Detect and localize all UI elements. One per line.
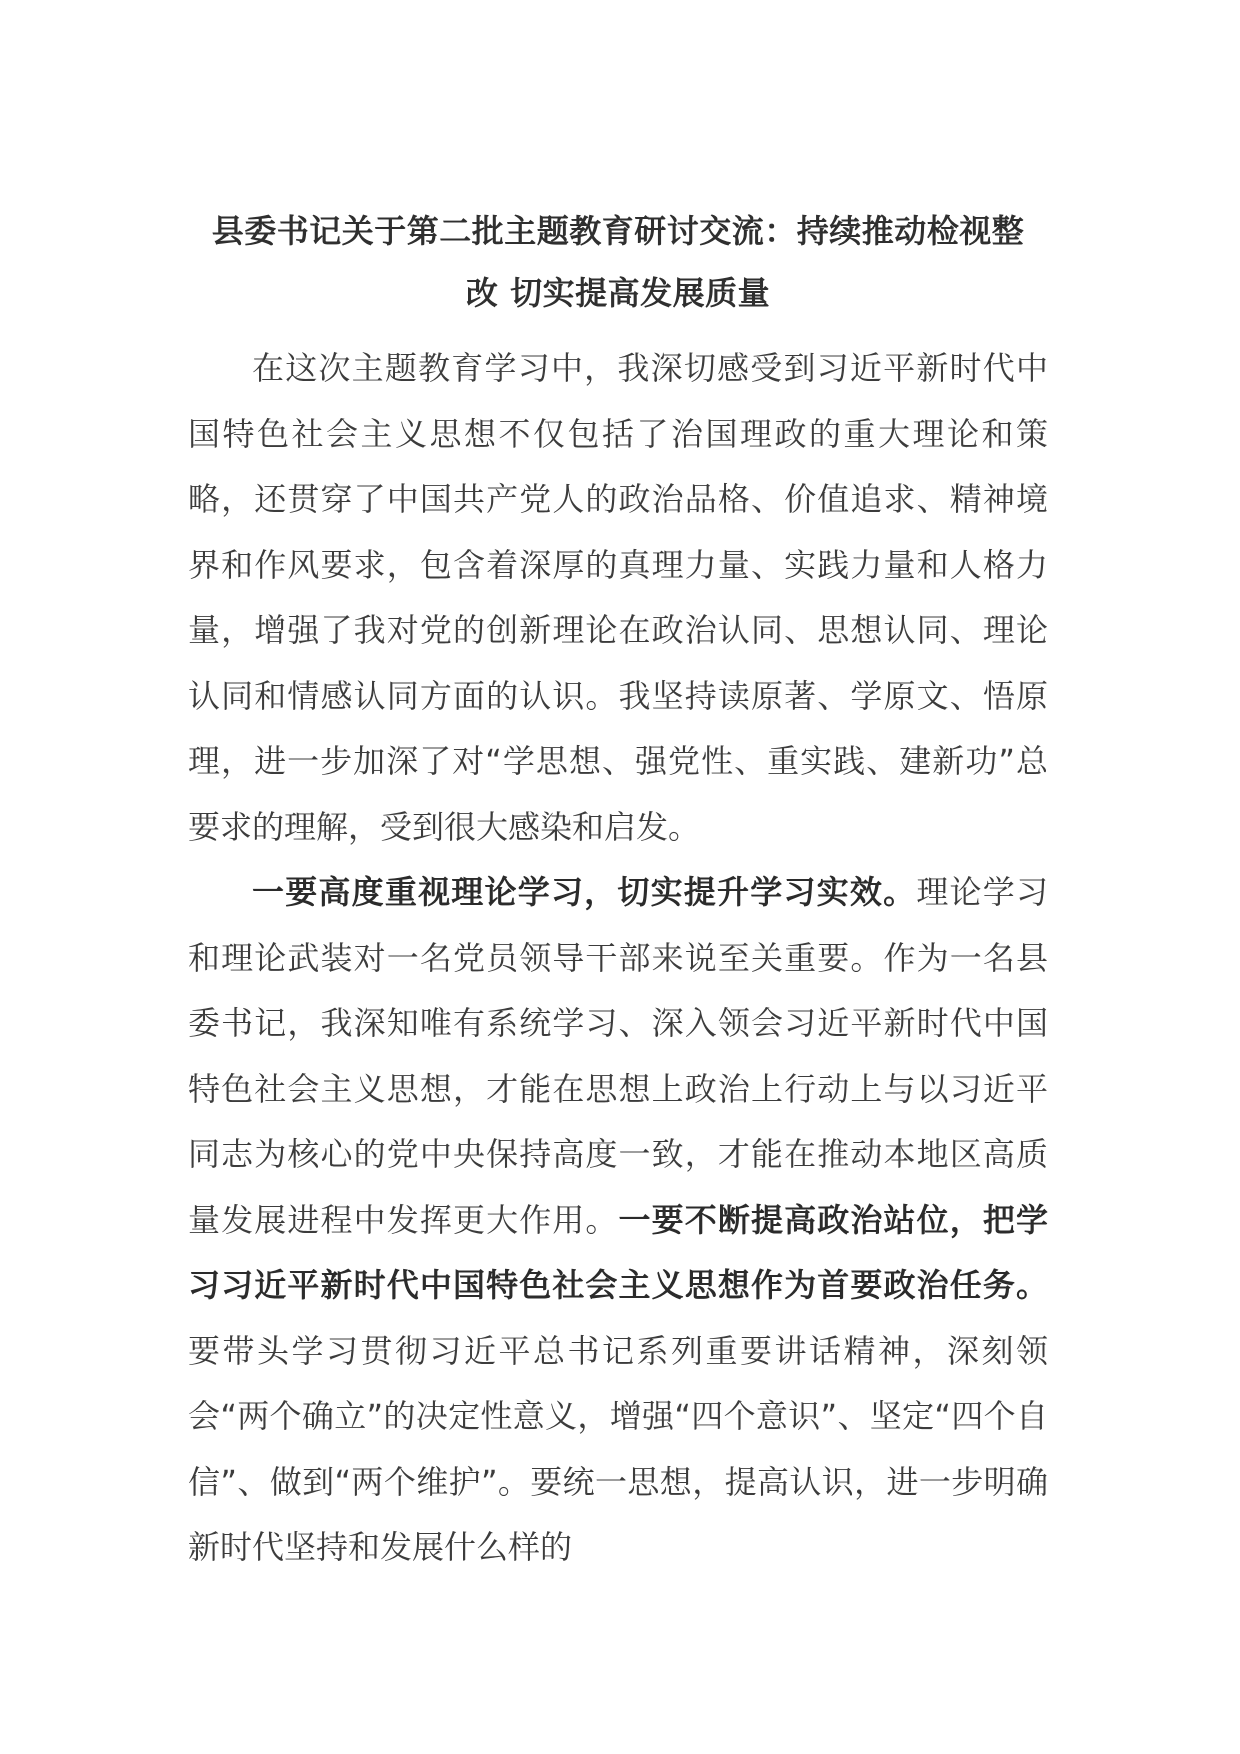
paragraph-intro xyxy=(188,336,1048,860)
paragraph-study xyxy=(188,860,1048,1581)
paragraph-study-subheading: 一要不断提高政治站位，把学习习近平新时代中国特色社会主义思想作为首要政治任务。 xyxy=(188,1200,1048,1304)
title-line-2: 改 切实提高发展质量 xyxy=(465,274,771,312)
paragraph-study-text-2: 要带头学习贯彻习近平总书记系列重要讲话精神，深刻领会“两个确立”的决定性意义，增强“四个意识”、坚定“四个自信”、做到“两个维护”。要统一思想，提高认识，进一步明确新时代坚持和发展什么样的 xyxy=(188,1331,1048,1566)
title-line-1: 县委书记关于第二批主题教育研讨交流：持续推动检视整 xyxy=(211,212,1025,250)
paragraph-intro-text: 在这次主题教育学习中，我深切感受到习近平新时代中国特色社会主义思想不仅包括了治国理政的重大理论和策略，还贯穿了中国共产党人的政治品格、价值追求、精神境界和作风要求，包含着深厚的真理力量、实践力量和人格力量，增强了我对党的创新理论在政治认同、思想认同、理论认同和情感认同方面的认识。我坚持读原著、学原文、悟原理，进一步加深了对“学思想、强党性、重实践、建新功”总要求的理解，受到很大感染和启发。 xyxy=(188,349,1048,846)
document-page xyxy=(188,200,1048,1581)
document-title xyxy=(188,200,1048,324)
paragraph-study-text-1: 理论学习和理论武装对一名党员领导干部来说至关重要。作为一名县委书记，我深知唯有系统学习、深入领会习近平新时代中国特色社会主义思想，才能在思想上政治上行动上与以习近平同志为核心的党中央保持高度一致，才能在推动本地区高质量发展进程中发挥更大作用。 xyxy=(188,873,1048,1239)
paragraph-study-heading: 一要高度重视理论学习，切实提升学习实效。 xyxy=(252,873,917,911)
